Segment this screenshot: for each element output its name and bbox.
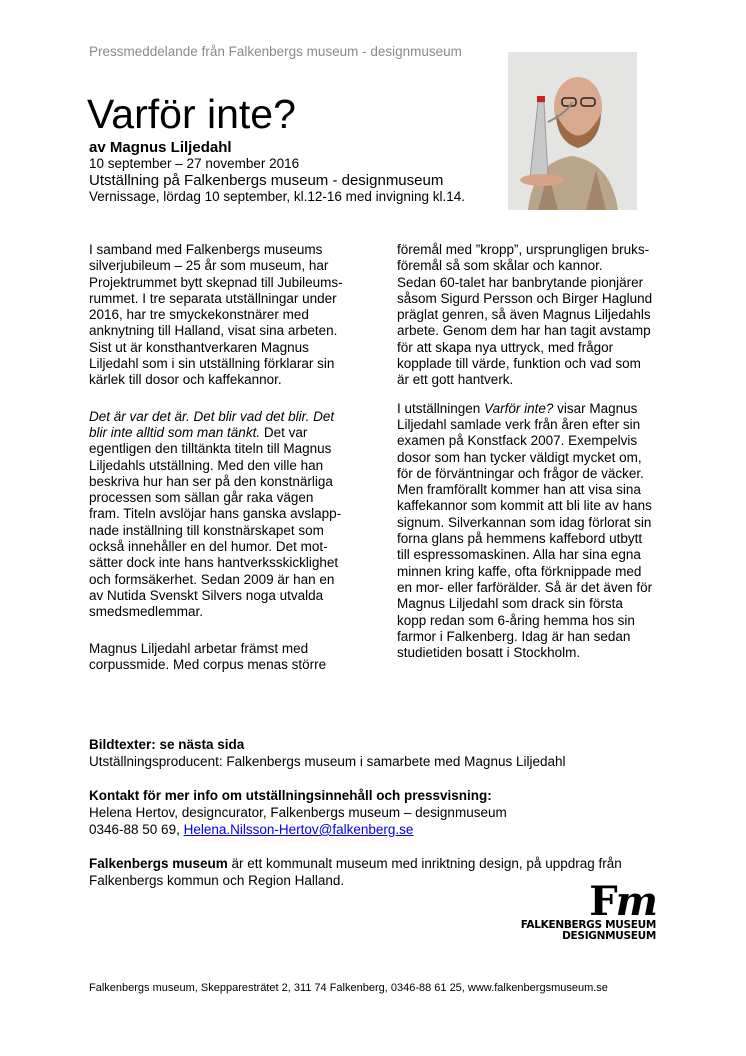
text-line: en mor- eller farförälder. Så är det även för (397, 579, 653, 595)
text-line: Men framförallt kommer han att visa sina (397, 482, 641, 498)
page-title: Varför inte? (87, 91, 296, 137)
text-line: kärlek till dosor och kaffekannor. (89, 372, 282, 388)
text-run: Det var (260, 424, 308, 440)
text-line: silverjubileum – 25 år som museum, har (89, 258, 329, 274)
logo-text-2: DESIGNMUSEUM (562, 930, 656, 942)
text-line: farmor i Falkenberg. Idag är han sedan (397, 628, 631, 644)
dates-line: 10 september – 27 november 2016 (89, 156, 300, 171)
text-line: arbete. Genom dem har han tagit avstamp (397, 323, 651, 339)
text-line: till espressomaskinen. Alla har sina egna (397, 547, 641, 563)
text-line: av Nutida Svenskt Silvers noga utvalda (89, 587, 324, 603)
opening-line: Vernissage, lördag 10 september, kl.12-16 med invigning kl.14. (89, 189, 465, 205)
text-line: Projektrummet bytt skepnad till Jubileums- (89, 274, 343, 290)
contact-email-link[interactable]: Helena.Nilsson-Hertov@falkenberg.se (183, 822, 414, 837)
text-line (89, 409, 379, 425)
producer-line: Utställningsproducent: Falkenbergs museum i samarbete med Magnus Liljedahl (89, 754, 566, 769)
text-line: studietiden bosatt i Stockholm. (397, 645, 581, 661)
venue-line: Utställning på Falkenbergs museum - designmuseum (89, 172, 444, 190)
text-run: I utställningen (397, 400, 485, 416)
about-name: Falkenbergs museum (89, 856, 228, 871)
text-line: processen som sällan går raka vägen (89, 490, 314, 506)
text-line: I samband med Falkenbergs museums (89, 242, 323, 257)
artist-photo (508, 52, 637, 210)
text-run: visar Magnus (553, 400, 638, 416)
text-line: corpussmide. Med corpus menas större (89, 656, 327, 672)
text-line: präglat genren, så även Magnus Liljedahls (397, 307, 651, 323)
text-line: Sist ut är konsthantverkaren Magnus (89, 339, 309, 355)
body-paragraph (397, 401, 687, 662)
text-line: nade inställning till konstnärskapet som (89, 522, 324, 538)
text-line: Liljedahl samlade verk från åren efter sin (397, 416, 641, 432)
body-paragraph (89, 242, 379, 389)
text-line: föremål med ”kropp”, ursprungligen bruks- (397, 242, 650, 257)
text-line (397, 401, 687, 417)
text-line: är ett gott hantverk. (397, 372, 514, 388)
contact-phone: 0346-88 50 69, (89, 822, 184, 837)
logo-mark: Fm (589, 878, 656, 925)
contact-details (89, 821, 622, 838)
text-line: och formsäkerhet. Sedan 2009 är han en (89, 571, 335, 587)
captions-heading: Bildtexter: se nästa sida (89, 737, 245, 752)
text-line: sätter dock inte hans hantverksskicklighet (89, 555, 339, 571)
logo-text-1: FALKENBERGS MUSEUM (520, 919, 656, 931)
about-line2: Falkenbergs kommun och Region Halland. (89, 873, 345, 888)
text-line: Sedan 60-talet har banbrytande pionjärer (397, 274, 644, 290)
text-line: också innehåller en del humor. Det mot- (89, 539, 328, 555)
text-line: för de förväntningar och frågor de väcker. (397, 465, 644, 481)
artist-with-coffeepot-image (508, 52, 637, 210)
author-line: av Magnus Liljedahl (89, 139, 232, 156)
text-line: Magnus Liljedahl som drack sin första (397, 596, 623, 612)
italic-run: blir inte alltid som man tänkt. (89, 424, 261, 440)
text-line: 2016, har tre smyckekonstnärer med (89, 307, 309, 323)
about-text: är ett kommunalt museum med inriktning design, på uppdrag från (227, 856, 622, 871)
body-paragraph (89, 409, 379, 621)
contact-person: Helena Hertov, designcurator, Falkenbergs museum – designmuseum (89, 805, 507, 820)
body-column-right (397, 242, 687, 673)
text-line: Liljedahls utställning. Med den ville han (89, 457, 324, 473)
text-line: Liljedahl som i sin utställning förklarar sin (89, 356, 335, 372)
text-line: fram. Titeln avslöjar hans ganska avslapp- (89, 506, 342, 522)
body-column-left (89, 242, 379, 693)
text-line: för att skapa nya uttryck, med frågor (397, 339, 614, 355)
text-line: beskriva hur han ser på den konstnärliga (89, 473, 333, 489)
text-line: examen på Konstfack 2007. Exempelvis (397, 433, 638, 449)
text-line: Magnus Liljedahl arbetar främst med (89, 640, 309, 656)
text-line: föremål så som skålar och kannor. (397, 258, 603, 274)
body-paragraph (397, 242, 687, 389)
text-line: såsom Sigurd Persson och Birger Haglund (397, 290, 653, 306)
text-line: dosor som han tycker väldigt mycket om, (397, 449, 642, 465)
text-line: anknytning till Halland, visat sina arbeten. (89, 323, 338, 339)
text-line: rummet. I tre separata utställningar under (89, 290, 337, 306)
info-section (89, 736, 622, 906)
text-line (89, 425, 379, 441)
text-line: kaffekannor som kommit att bli lite av hans (397, 498, 652, 514)
italic-run: Det är var det är. Det blir vad det blir. Det (89, 408, 335, 424)
subtitle-block (89, 139, 465, 206)
text-line: kopp redan som 6-åring hemma hos sin (397, 612, 635, 628)
text-line: forna glans på hemmens kaffebord utbytt (397, 531, 643, 547)
text-line: smedsmedlemmar. (89, 604, 204, 620)
museum-logo (516, 878, 656, 942)
footer-address: Falkenbergs museum, Skepparesträtet 2, 311 74 Falkenberg, 0346-88 61 25, www.falkenbergsmuseum.se (89, 982, 608, 994)
text-line: egentligen den tilltänkta titeln till Magnus (89, 441, 332, 457)
text-line: signum. Silverkannan som idag förlorat sin (397, 514, 652, 530)
text-line: minnen kring kaffe, ofta förknippade med (397, 563, 642, 579)
contact-heading: Kontakt för mer info om utställningsinnehåll och pressvisning: (89, 788, 492, 803)
document-kicker: Pressmeddelande från Falkenbergs museum - designmuseum (89, 44, 462, 59)
italic-run: Varför inte? (484, 400, 554, 416)
text-line: kopplade till värde, funktion och vad som (397, 356, 641, 372)
body-paragraph (89, 641, 379, 674)
